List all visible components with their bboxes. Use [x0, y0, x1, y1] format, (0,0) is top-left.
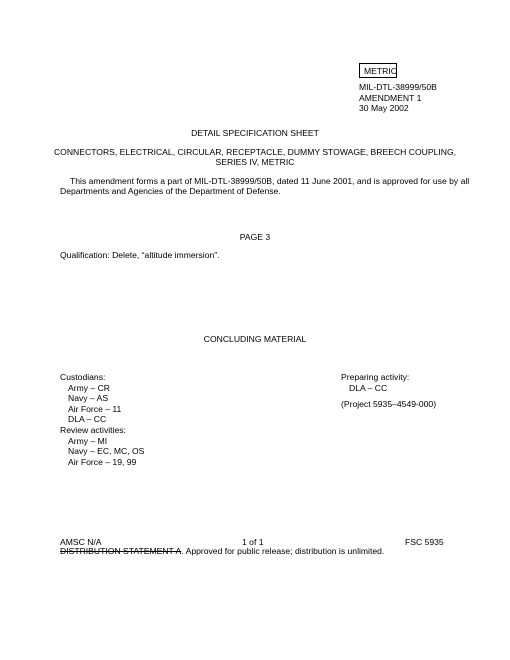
- custodian-item: DLA – CC: [68, 414, 107, 425]
- review-item: Air Force – 19, 99: [68, 456, 137, 467]
- preparing-activity-label: Preparing activity:: [341, 372, 410, 382]
- preparing-activity-block: [341, 372, 409, 393]
- intro-line1: This amendment forms a part of MIL-DTL-38999/50B, dated 11 June 2001, and is approved for use by all: [70, 176, 470, 186]
- concluding-heading: CONCLUDING MATERIAL: [203, 334, 307, 344]
- custodians-label: Custodians:: [60, 372, 106, 382]
- distribution-text: . Approved for public release; distribution is unlimited.: [181, 546, 385, 556]
- custodian-item: Army – CR: [68, 382, 111, 393]
- review-item: Army – MI: [68, 435, 108, 446]
- metric-badge: [359, 63, 397, 78]
- spec-title-line2: SERIES IV, METRIC: [215, 157, 295, 167]
- review-item: Navy – EC, MC, OS: [68, 446, 145, 457]
- sheet-title: DETAIL SPECIFICATION SHEET: [191, 128, 319, 138]
- doc-number: MIL-DTL-38999/50B: [359, 82, 437, 92]
- intro-line2: Departments and Agencies of the Department of Defense.: [60, 186, 281, 196]
- amendment-number: AMENDMENT 1: [359, 92, 422, 103]
- preparing-activity-name: DLA – CC: [349, 382, 388, 393]
- review-activities-block: [60, 425, 144, 467]
- amsc-note: AMSC N/A: [60, 537, 102, 547]
- custodian-item: Air Force – 11: [68, 403, 122, 414]
- review-activities-label: Review activities:: [60, 425, 126, 435]
- custodians-block: [60, 372, 121, 425]
- fsc-code: FSC 5935: [405, 537, 444, 547]
- page-count: 1 of 1: [242, 537, 264, 547]
- spec-title-line1: CONNECTORS, ELECTRICAL, CIRCULAR, RECEPTACLE, DUMMY STOWAGE, BREECH COUPLING,: [53, 147, 457, 157]
- custodian-item: Navy – AS: [68, 393, 109, 404]
- metric-label: METRIC: [364, 66, 397, 76]
- document-identifier: [359, 82, 437, 114]
- document-date: 30 May 2002: [359, 103, 409, 114]
- page-heading: PAGE 3: [239, 232, 271, 242]
- qualification-note: Qualification: Delete, “altitude immersion”.: [60, 250, 220, 260]
- distribution-statement: [60, 546, 384, 557]
- project-number: (Project 5935–4549-000): [341, 399, 437, 409]
- distribution-label: DISTRIBUTION STATEMENT A: [60, 546, 182, 556]
